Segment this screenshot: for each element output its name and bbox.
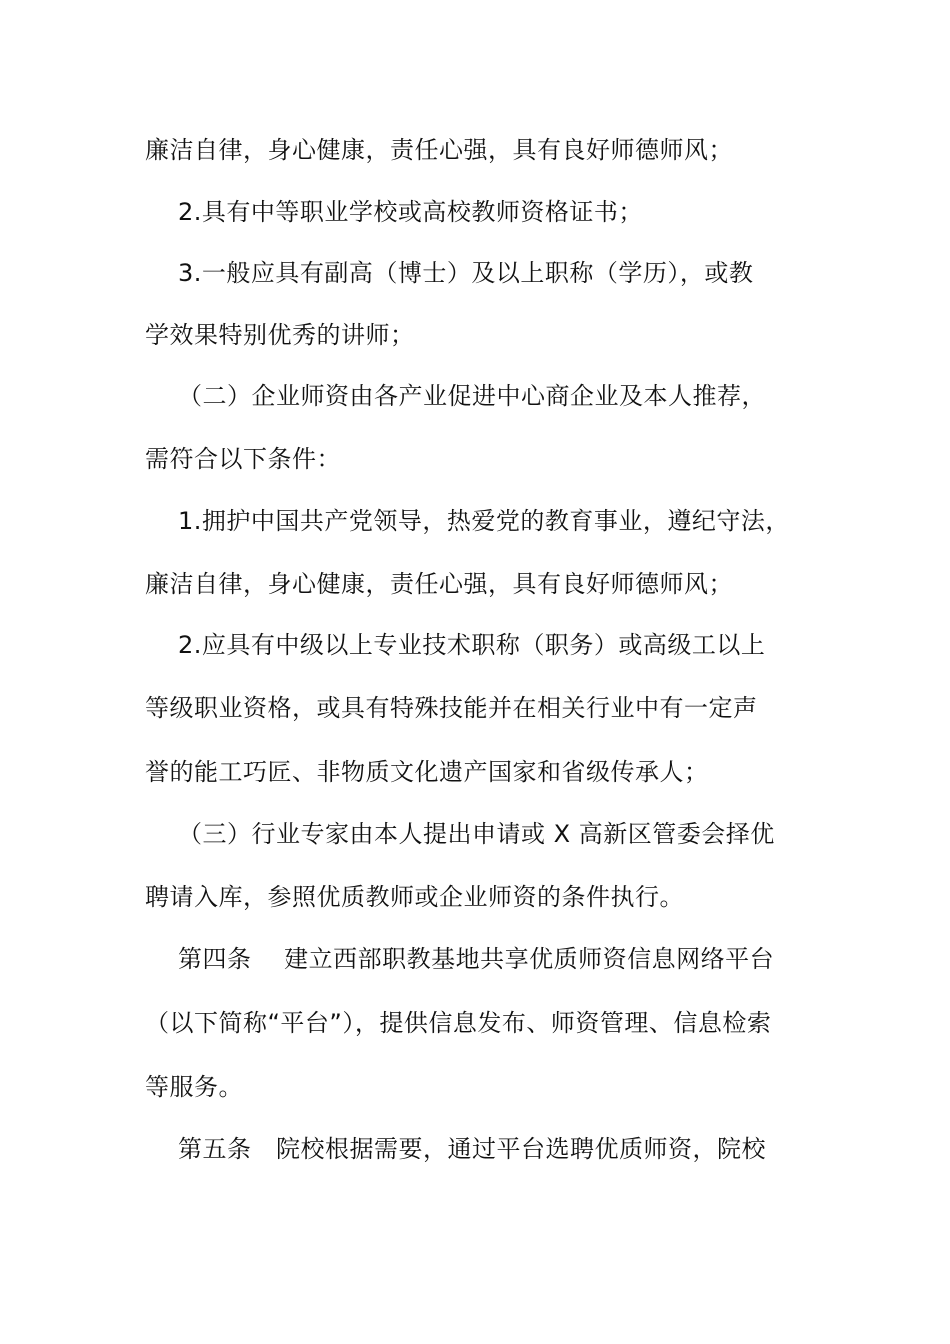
text-line: （二）企业师资由各产业促进中心商企业及本人推荐， <box>178 382 766 410</box>
text-line: 2.应具有中级以上专业技术职称（职务）或高级工以上 <box>178 631 766 659</box>
text-line: 需符合以下条件： <box>145 445 341 473</box>
text-line: 3.一般应具有副高（博士）及以上职称（学历），或教 <box>178 259 754 287</box>
text-line: 廉洁自律，身心健康，责任心强，具有良好师德师风； <box>145 570 733 598</box>
text-line: 聘请入库，参照优质教师或企业师资的条件执行。 <box>145 883 684 911</box>
text-line: 2.具有中等职业学校或高校教师资格证书； <box>178 198 643 226</box>
text-line: （以下简称“平台”），提供信息发布、师资管理、信息检索 <box>145 1009 772 1037</box>
article-heading-line: 第四条 建立西部职教基地共享优质师资信息网络平台 <box>178 945 775 973</box>
text-line: 学效果特别优秀的讲师； <box>145 321 415 349</box>
text-line: 等级职业资格，或具有特殊技能并在相关行业中有一定声 <box>145 694 758 722</box>
text-line: 廉洁自律，身心健康，责任心强，具有良好师德师风； <box>145 136 733 164</box>
text-line: 1.拥护中国共产党领导，热爱党的教育事业，遵纪守法， <box>178 507 790 535</box>
text-line: 誉的能工巧匠、非物质文化遗产国家和省级传承人； <box>145 758 709 786</box>
article-heading-line: 第五条 院校根据需要，通过平台选聘优质师资，院校 <box>178 1135 766 1163</box>
text-line: （三）行业专家由本人提出申请或 X 高新区管委会择优 <box>178 820 775 848</box>
text-line: 等服务。 <box>145 1073 243 1101</box>
